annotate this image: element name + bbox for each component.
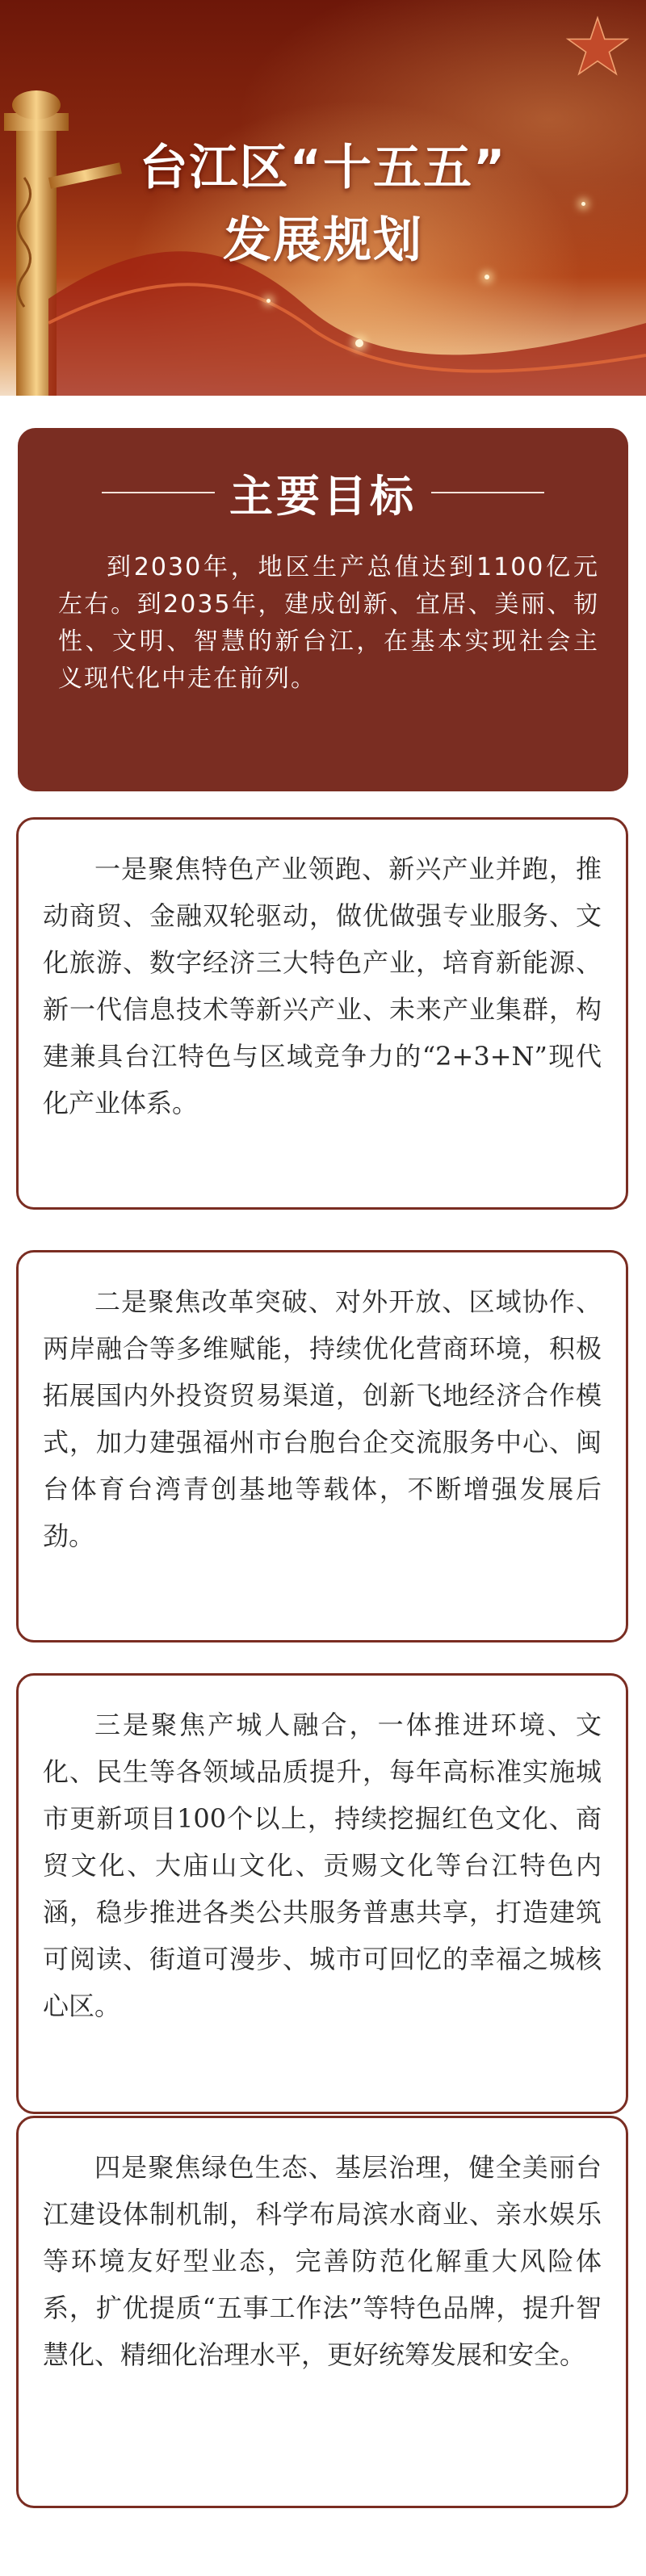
section-card-2 [16, 1250, 628, 1643]
main-goal-panel [18, 428, 628, 791]
banner-title-line2: 发展规划 [223, 212, 423, 269]
heading-divider-right [431, 492, 544, 493]
banner-title-line1: 台江区“十五五” [139, 140, 507, 196]
section-card-3 [16, 1673, 628, 2114]
section-text-4: 四是聚焦绿色生态、基层治理，健全美丽台江建设体制机制，科学布局滨水商业、亲水娱乐等环境友好型业态，完善防范化解重大风险体系，扩优提质“五事工作法”等特色品牌，提升智慧化、精细化治理水平，更好统筹发展和安全。 [43, 2152, 602, 2370]
section-card-4 [16, 2116, 628, 2508]
section-text-2: 二是聚焦改革突破、对外开放、区域协作、两岸融合等多维赋能，持续优化营商环境，积极拓展国内外投资贸易渠道，创新飞地经济合作模式，加力建强福州市台胞台企交流服务中心、闽台体育台湾青创基地等载体，不断增强发展后劲。 [43, 1286, 602, 1551]
main-goal-text: 到2030年，地区生产总值达到1100亿元左右。到2035年，建成创新、宜居、美丽、韧性、文明、智慧的新台江，在基本实现社会主义现代化中走在前列。 [58, 553, 599, 693]
main-goal-heading-row [18, 460, 628, 525]
main-goal-heading: 主要目标 [229, 470, 417, 522]
heading-divider-left [102, 492, 215, 493]
header-banner [0, 0, 646, 396]
section-text-3: 三是聚焦产城人融合，一体推进环境、文化、民生等各领域品质提升，每年高标准实施城市更新项目100个以上，持续挖掘红色文化、商贸文化、大庙山文化、贡赐文化等台江特色内涵，稳步推进各类公共服务普惠共享，打造建筑可阅读、街道可漫步、城市可回忆的幸福之城核心区。 [43, 1710, 602, 2021]
section-card-1 [16, 817, 628, 1210]
section-text-1: 一是聚焦特色产业领跑、新兴产业并跑，推动商贸、金融双轮驱动，做优做强专业服务、文化旅游、数字经济三大特色产业，培育新能源、新一代信息技术等新兴产业、未来产业集群，构建兼具台江特色与区域竞争力的“2+3+N”现代化产业体系。 [43, 854, 602, 1118]
star-icon [565, 15, 630, 79]
